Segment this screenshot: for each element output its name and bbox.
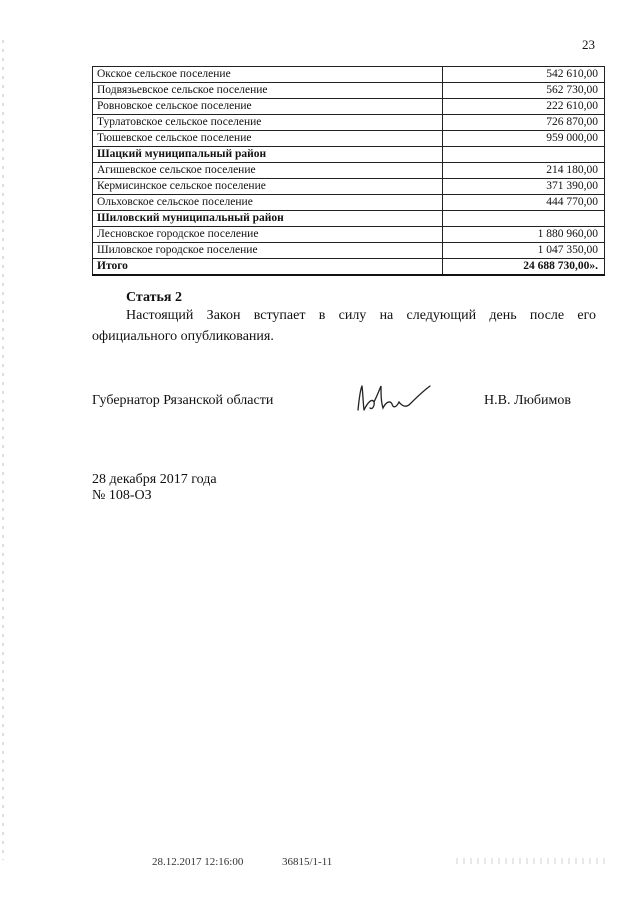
- table-row: [93, 163, 605, 179]
- table-row: [93, 67, 605, 83]
- scan-edge-marks: [2, 40, 4, 860]
- governor-name: Н.В. Любимов: [484, 393, 571, 408]
- settlement-name: Шиловское городское поселение: [93, 243, 443, 259]
- allocation-amount: 726 870,00: [443, 115, 605, 131]
- district-row: [93, 211, 605, 227]
- table-row: [93, 131, 605, 147]
- article-title: Статья 2: [126, 290, 182, 305]
- allocation-amount: 222 610,00: [443, 99, 605, 115]
- table-row: [93, 227, 605, 243]
- allocation-amount: 959 000,00: [443, 131, 605, 147]
- allocation-amount: 1 880 960,00: [443, 227, 605, 243]
- allocation-amount: 562 730,00: [443, 83, 605, 99]
- allocation-amount: 542 610,00: [443, 67, 605, 83]
- settlement-name: Турлатовское сельское поселение: [93, 115, 443, 131]
- settlement-name: Кермисинское сельское поселение: [93, 179, 443, 195]
- table-row: [93, 243, 605, 259]
- district-row: [93, 147, 605, 163]
- page-number: 23: [582, 37, 595, 52]
- settlement-name: Лесновское городское поселение: [93, 227, 443, 243]
- settlement-name: Шацкий муниципальный район: [93, 147, 443, 163]
- governor-title: Губернатор Рязанской области: [92, 393, 274, 408]
- law-number: № 108-ОЗ: [92, 488, 152, 503]
- table-row: [93, 83, 605, 99]
- scan-noise: [456, 858, 606, 864]
- allocation-amount: [443, 211, 605, 227]
- allocation-table-body: [93, 67, 605, 276]
- allocation-table: [92, 66, 605, 276]
- allocation-amount: 214 180,00: [443, 163, 605, 179]
- settlement-name: Ровновское сельское поселение: [93, 99, 443, 115]
- table-row: [93, 195, 605, 211]
- table-row: [93, 115, 605, 131]
- total-row: [93, 259, 605, 276]
- handwritten-signature: [350, 380, 440, 420]
- settlement-name: Шиловский муниципальный район: [93, 211, 443, 227]
- settlement-name: Итого: [93, 259, 443, 276]
- footer-code: 36815/1-11: [282, 856, 333, 868]
- settlement-name: Ольховское сельское поселение: [93, 195, 443, 211]
- settlement-name: Окское сельское поселение: [93, 67, 443, 83]
- allocation-amount: 1 047 350,00: [443, 243, 605, 259]
- law-date: 28 декабря 2017 года: [92, 472, 217, 487]
- allocation-amount: 371 390,00: [443, 179, 605, 195]
- signature-block: [92, 380, 602, 420]
- allocation-amount: [443, 147, 605, 163]
- table-row: [93, 179, 605, 195]
- article-text: Настоящий Закон вступает в силу на следующий день после его официального опубликования.: [92, 308, 596, 344]
- allocation-amount: 24 688 730,00».: [443, 259, 605, 276]
- table-row: [93, 99, 605, 115]
- settlement-name: Тюшевское сельское поселение: [93, 131, 443, 147]
- settlement-name: Агишевское сельское поселение: [93, 163, 443, 179]
- footer-timestamp: 28.12.2017 12:16:00: [152, 856, 244, 868]
- settlement-name: Подвязьевское сельское поселение: [93, 83, 443, 99]
- allocation-amount: 444 770,00: [443, 195, 605, 211]
